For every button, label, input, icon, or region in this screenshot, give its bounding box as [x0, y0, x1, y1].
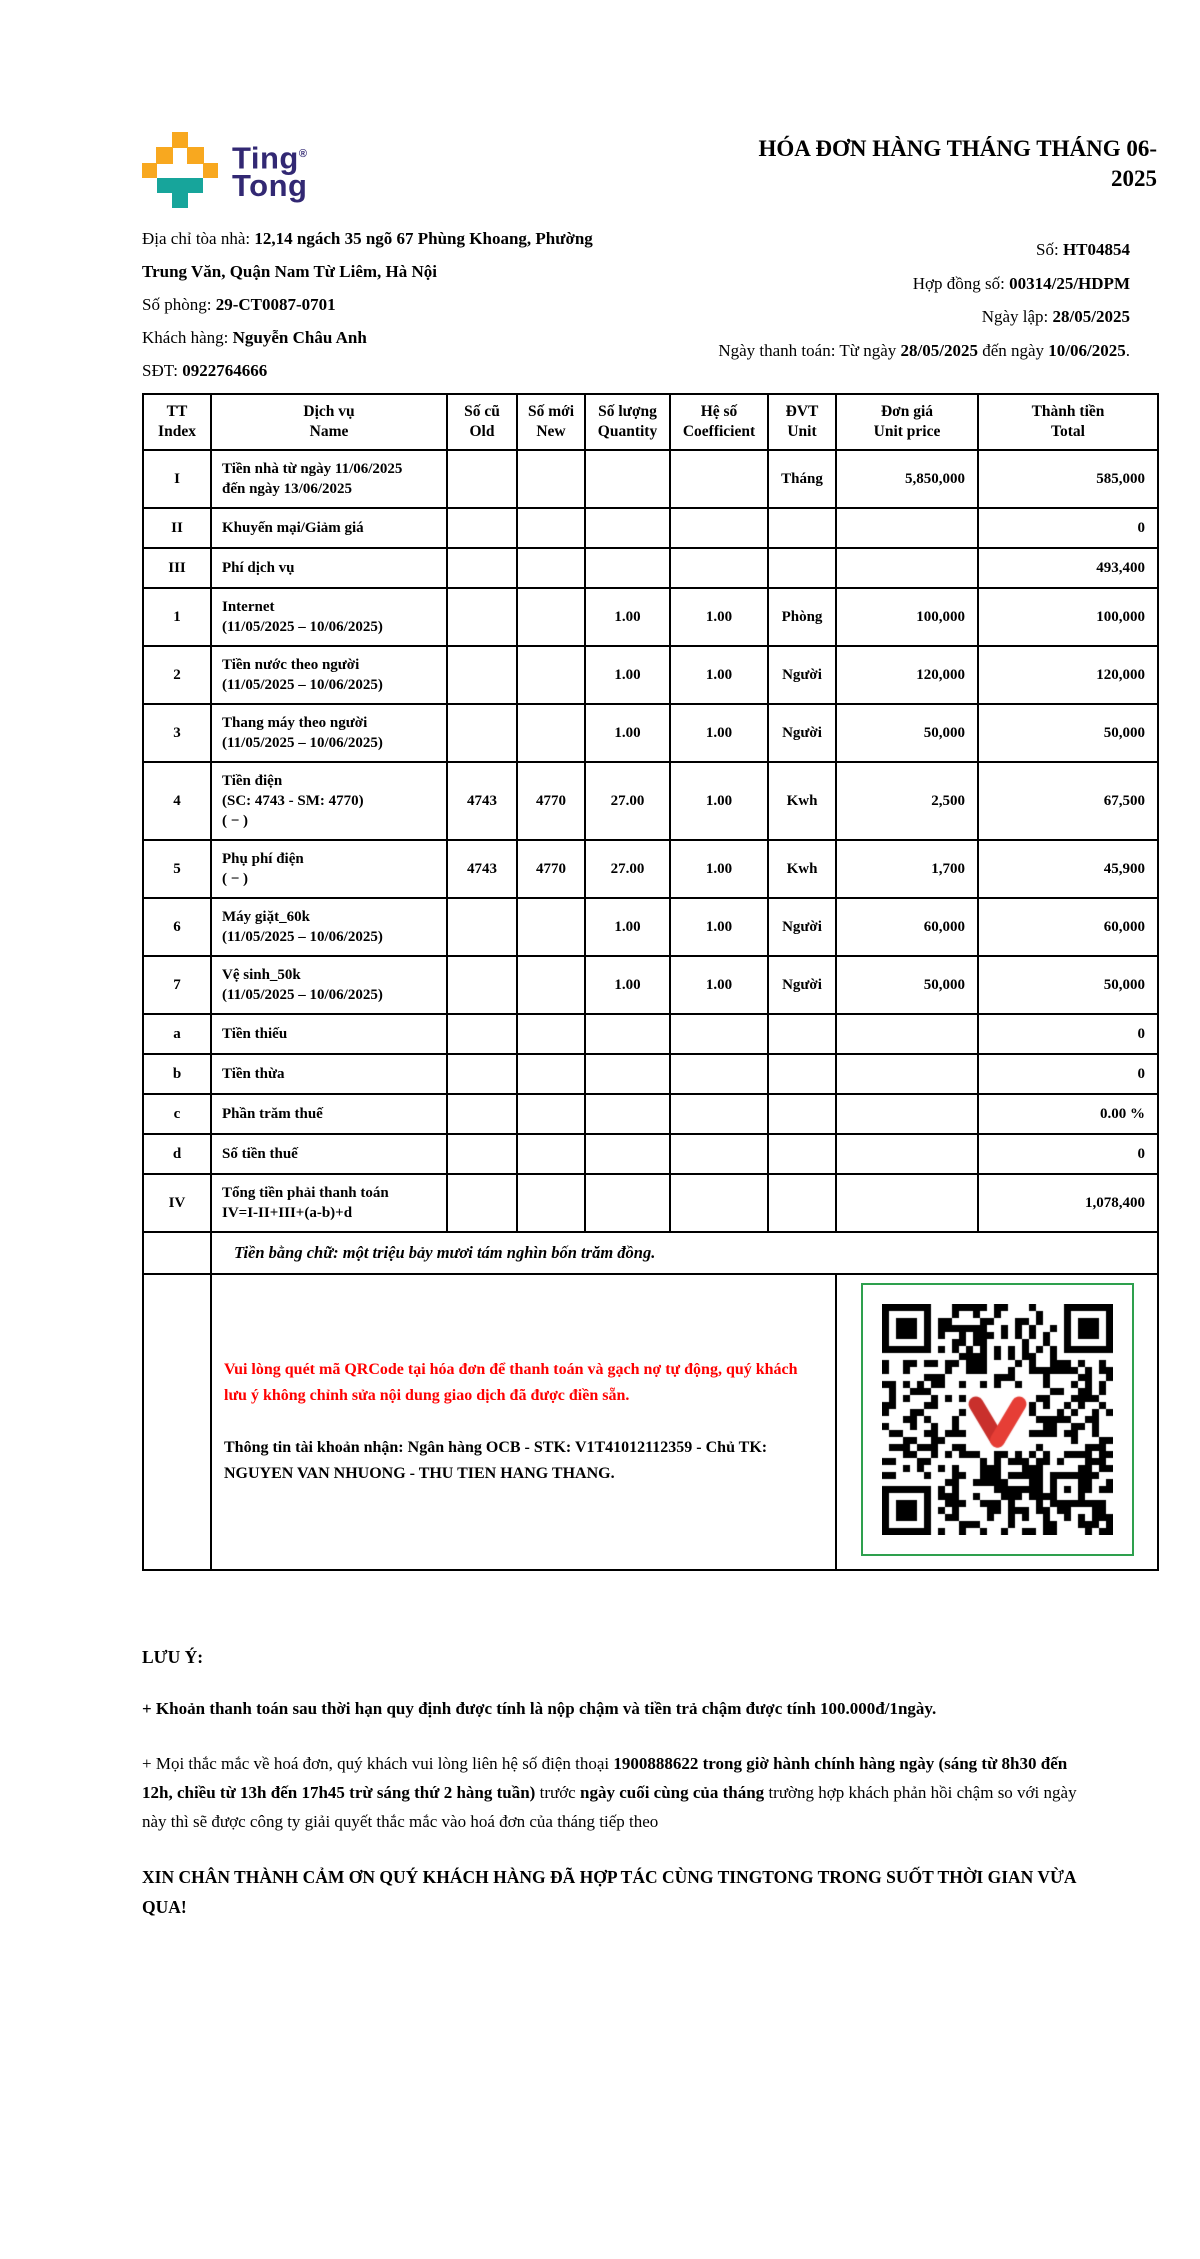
service-name-line: (SC: 4743 - SM: 4770)	[222, 793, 364, 809]
old-cell	[447, 508, 517, 548]
meta-left-block	[142, 222, 639, 387]
old-cell	[447, 1014, 517, 1054]
unit-cell: Người	[768, 646, 836, 704]
index-cell: b	[143, 1054, 211, 1094]
coef-cell	[670, 508, 768, 548]
invoice-no-label: Số:	[1036, 240, 1063, 259]
coef-cell	[670, 1094, 768, 1134]
service-name-line: Số tiền thuế	[222, 1146, 298, 1162]
col-header-quantity: Số lượng Quantity	[585, 394, 670, 450]
unit-cell	[768, 508, 836, 548]
index-cell: 6	[143, 898, 211, 956]
unit-cell	[768, 548, 836, 588]
old-cell	[447, 704, 517, 762]
qty-cell: 1.00	[585, 646, 670, 704]
col-header-unit: ĐVT Unit	[768, 394, 836, 450]
coef-cell: 1.00	[670, 898, 768, 956]
total-cell: 50,000	[978, 956, 1158, 1014]
footer-notes	[142, 1647, 1094, 1922]
old-cell	[447, 1174, 517, 1232]
price-cell: 120,000	[836, 646, 978, 704]
total-cell: 45,900	[978, 840, 1158, 898]
service-name-line: Máy giặt_60k	[222, 909, 310, 925]
amount-in-words-label: Tiền bằng chữ:	[234, 1243, 343, 1262]
coef-cell: 1.00	[670, 840, 768, 898]
service-name-line: ( − )	[222, 871, 249, 887]
account-prefix: Thông tin tài khoản nhận: Ngân hàng OCB - STK:	[224, 1439, 575, 1456]
table-row	[143, 840, 1158, 898]
unit-cell: Kwh	[768, 762, 836, 840]
hotline-note-part1: + Mọi thắc mắc về hoá đơn, quý khách vui lòng liên hệ số điện thoại	[142, 1754, 614, 1773]
service-name-line: Phụ phí điện	[222, 851, 304, 867]
service-name-cell	[211, 840, 447, 898]
payment-label: Ngày thanh toán: Từ ngày	[718, 340, 901, 360]
total-cell: 585,000	[978, 450, 1158, 508]
table-row	[143, 1094, 1158, 1134]
registered-mark: ®	[298, 148, 308, 160]
index-cell: 2	[143, 646, 211, 704]
table-row	[143, 762, 1158, 840]
qr-code-cell	[836, 1274, 1158, 1570]
qr-code	[882, 1304, 1113, 1535]
price-cell	[836, 1174, 978, 1232]
unit-cell	[768, 1054, 836, 1094]
service-name-line: Tổng tiền phải thanh toán	[222, 1185, 389, 1201]
table-row	[143, 548, 1158, 588]
index-cell: d	[143, 1134, 211, 1174]
unit-cell: Tháng	[768, 450, 836, 508]
unit-cell	[768, 1014, 836, 1054]
old-cell: 4743	[447, 840, 517, 898]
index-cell: III	[143, 548, 211, 588]
account-number: V1T41012112359	[574, 1439, 693, 1456]
amount-in-words-value: một triệu bảy mươi tám nghìn bốn trăm đồng.	[342, 1243, 656, 1262]
col-header-coefficient: Hệ số Coefficient	[670, 394, 768, 450]
thank-you-message: XIN CHÂN THÀNH CẢM ƠN QUÝ KHÁCH HÀNG ĐÃ HỢP TÁC CÙNG TINGTONG TRONG SUỐT THỜI GIAN VỪA QUA!	[142, 1867, 1076, 1917]
unit-cell: Người	[768, 898, 836, 956]
tingtong-logo-text	[232, 140, 308, 204]
amount-words-index-cell	[143, 1232, 211, 1274]
service-name-line: Tiền nước theo người	[222, 657, 360, 673]
service-name-line: Internet	[222, 599, 275, 615]
price-cell: 50,000	[836, 704, 978, 762]
price-cell: 2,500	[836, 762, 978, 840]
new-cell	[517, 1174, 585, 1232]
total-cell: 493,400	[978, 548, 1158, 588]
service-name-line: Tiền thừa	[222, 1066, 285, 1082]
old-cell	[447, 898, 517, 956]
service-name-cell	[211, 956, 447, 1014]
issue-date-label: Ngày lập:	[981, 307, 1053, 326]
amount-in-words-cell	[211, 1232, 1158, 1274]
total-cell: 0	[978, 508, 1158, 548]
qty-cell	[585, 1014, 670, 1054]
qty-cell	[585, 1054, 670, 1094]
new-cell	[517, 508, 585, 548]
index-cell: II	[143, 508, 211, 548]
old-cell	[447, 1054, 517, 1094]
qr-row-index-cell	[143, 1274, 211, 1570]
unit-cell: Người	[768, 704, 836, 762]
coef-cell	[670, 1174, 768, 1232]
qty-cell	[585, 1094, 670, 1134]
old-cell	[447, 588, 517, 646]
service-name-line: Tiền điện	[222, 773, 283, 789]
unit-cell	[768, 1094, 836, 1134]
service-name-line: Vệ sinh_50k	[222, 967, 301, 983]
service-name-cell	[211, 450, 447, 508]
col-header-old: Số cũ Old	[447, 394, 517, 450]
tingtong-logo	[142, 132, 307, 208]
table-row	[143, 704, 1158, 762]
qr-payment-notice: Vui lòng quét mã QRCode tại hóa đơn để thanh toán và gạch nợ tự động, quý khách lưu ý không chỉnh sửa nội dung giao dịch đã được điền sẵn.	[224, 1361, 798, 1404]
contract-label: Hợp đồng số:	[912, 273, 1010, 293]
issue-date-value: 28/05/2025	[1052, 307, 1130, 326]
coef-cell	[670, 1054, 768, 1094]
coef-cell	[670, 1014, 768, 1054]
total-cell: 0.00 %	[978, 1094, 1158, 1134]
qr-code-frame	[861, 1283, 1134, 1556]
invoice-title: HÓA ĐƠN HÀNG THÁNG THÁNG 06-2025	[758, 136, 1157, 191]
qty-cell	[585, 1174, 670, 1232]
service-name-line: (11/05/2025 – 10/06/2025)	[222, 619, 383, 635]
service-name-cell	[211, 646, 447, 704]
service-name-line: Khuyến mại/Giảm giá	[222, 520, 364, 536]
room-label: Số phòng:	[142, 295, 216, 314]
service-name-line: (11/05/2025 – 10/06/2025)	[222, 929, 383, 945]
payment-to-date: 10/06/2025	[1048, 340, 1126, 360]
logo-word-1: Ting	[232, 140, 299, 176]
price-cell	[836, 1054, 978, 1094]
total-cell: 0	[978, 1054, 1158, 1094]
new-cell	[517, 548, 585, 588]
service-name-cell	[211, 588, 447, 646]
service-name-line: ( − )	[222, 813, 249, 829]
total-cell: 0	[978, 1014, 1158, 1054]
payment-from-date: 28/05/2025	[900, 340, 978, 360]
service-name-cell	[211, 762, 447, 840]
phone-label: SĐT:	[142, 361, 183, 380]
col-header-index: TT Index	[143, 394, 211, 450]
customer-label: Khách hàng:	[142, 328, 233, 347]
qty-cell: 1.00	[585, 898, 670, 956]
coef-cell: 1.00	[670, 588, 768, 646]
price-cell: 60,000	[836, 898, 978, 956]
service-name-cell	[211, 1054, 447, 1094]
table-row	[143, 1174, 1158, 1232]
table-row	[143, 508, 1158, 548]
index-cell: IV	[143, 1174, 211, 1232]
price-cell	[836, 1094, 978, 1134]
col-header-name: Dịch vụ Name	[211, 394, 447, 450]
col-header-total: Thành tiền Total	[978, 394, 1158, 450]
old-cell	[447, 1094, 517, 1134]
service-name-line: (11/05/2025 – 10/06/2025)	[222, 735, 383, 751]
phone-value: 0922764666	[182, 361, 268, 380]
table-row	[143, 898, 1158, 956]
price-cell: 100,000	[836, 588, 978, 646]
total-cell: 67,500	[978, 762, 1158, 840]
service-name-cell	[211, 704, 447, 762]
new-cell	[517, 1014, 585, 1054]
coef-cell: 1.00	[670, 956, 768, 1014]
new-cell: 4770	[517, 762, 585, 840]
price-cell	[836, 548, 978, 588]
service-name-line: Tiền nhà từ ngày 11/06/2025	[222, 461, 403, 477]
qty-cell	[585, 450, 670, 508]
qty-cell	[585, 548, 670, 588]
index-cell: a	[143, 1014, 211, 1054]
tingtong-logo-icon	[142, 132, 218, 208]
qr-instructions-cell	[211, 1274, 836, 1570]
unit-cell	[768, 1174, 836, 1232]
new-cell	[517, 646, 585, 704]
note-title: LƯU Ý:	[142, 1647, 204, 1667]
customer-value: Nguyễn Châu Anh	[232, 328, 367, 347]
invoice-no-value: HT04854	[1062, 240, 1130, 259]
col-header-unit-price: Đơn giá Unit price	[836, 394, 978, 450]
service-name-line: IV=I-II+III+(a-b)+d	[222, 1205, 353, 1221]
unit-cell: Kwh	[768, 840, 836, 898]
account-end: .	[610, 1465, 615, 1482]
total-cell: 100,000	[978, 588, 1158, 646]
table-row	[143, 646, 1158, 704]
new-cell	[517, 704, 585, 762]
meta-right-block	[718, 222, 1157, 387]
qty-cell: 1.00	[585, 588, 670, 646]
contract-value: 00314/25/HDPM	[1009, 273, 1130, 293]
total-cell: 60,000	[978, 898, 1158, 956]
service-name-line: đến ngày 13/06/2025	[222, 481, 353, 497]
old-cell	[447, 1134, 517, 1174]
old-cell	[447, 956, 517, 1014]
index-cell: 5	[143, 840, 211, 898]
qty-cell	[585, 508, 670, 548]
account-mid: - Chủ TK:	[692, 1439, 768, 1456]
invoice-meta	[142, 222, 1157, 387]
total-cell: 50,000	[978, 704, 1158, 762]
qty-cell: 27.00	[585, 762, 670, 840]
invoice-table-body	[143, 450, 1158, 1232]
price-cell	[836, 1134, 978, 1174]
invoice-table-head	[143, 394, 1158, 450]
qr-row	[143, 1274, 1158, 1570]
logo-word-2: Tong	[232, 168, 308, 204]
service-name-line: (11/05/2025 – 10/06/2025)	[222, 677, 383, 693]
price-cell: 5,850,000	[836, 450, 978, 508]
qty-cell: 27.00	[585, 840, 670, 898]
price-cell: 50,000	[836, 956, 978, 1014]
table-row	[143, 1054, 1158, 1094]
new-cell	[517, 1134, 585, 1174]
hotline-note-part2: trước	[535, 1783, 580, 1802]
service-name-line: Thang máy theo người	[222, 715, 368, 731]
old-cell	[447, 548, 517, 588]
service-name-cell	[211, 548, 447, 588]
service-name-line: Tiền thiếu	[222, 1026, 288, 1042]
room-value: 29-CT0087-0701	[215, 295, 336, 314]
price-cell	[836, 1014, 978, 1054]
old-cell	[447, 450, 517, 508]
service-name-line: (11/05/2025 – 10/06/2025)	[222, 987, 383, 1003]
coef-cell: 1.00	[670, 704, 768, 762]
service-name-cell	[211, 898, 447, 956]
account-holder: NGUYEN VAN NHUONG - THU TIEN HANG THANG	[224, 1465, 611, 1482]
amount-in-words-row	[143, 1232, 1158, 1274]
index-cell: I	[143, 450, 211, 508]
coef-cell	[670, 1134, 768, 1174]
service-name-cell	[211, 508, 447, 548]
service-name-line: Phần trăm thuế	[222, 1106, 323, 1122]
table-row	[143, 956, 1158, 1014]
old-cell	[447, 646, 517, 704]
index-cell: 4	[143, 762, 211, 840]
new-cell	[517, 1094, 585, 1134]
index-cell: 1	[143, 588, 211, 646]
qty-cell: 1.00	[585, 704, 670, 762]
old-cell: 4743	[447, 762, 517, 840]
new-cell	[517, 1054, 585, 1094]
new-cell	[517, 898, 585, 956]
service-name-cell	[211, 1134, 447, 1174]
table-row	[143, 1014, 1158, 1054]
total-cell: 1,078,400	[978, 1174, 1158, 1232]
invoice-table	[142, 393, 1159, 1571]
address-value: 12,14 ngách 35 ngõ 67 Phùng Khoang, Phường Trung Văn, Quận Nam Từ Liêm, Hà Nội	[142, 229, 593, 281]
unit-cell: Phòng	[768, 588, 836, 646]
table-row	[143, 1134, 1158, 1174]
service-name-cell	[211, 1174, 447, 1232]
new-cell	[517, 450, 585, 508]
header-row	[143, 394, 1158, 450]
hotline-note	[142, 1749, 1094, 1836]
new-cell	[517, 588, 585, 646]
service-name-line: Phí dịch vụ	[222, 560, 295, 576]
table-row	[143, 450, 1158, 508]
header	[142, 132, 1157, 208]
table-row	[143, 588, 1158, 646]
coef-cell	[670, 450, 768, 508]
payment-mid: đến ngày	[977, 340, 1049, 360]
unit-cell: Người	[768, 956, 836, 1014]
hotline-note-bold2: ngày cuối cùng của tháng	[579, 1783, 765, 1802]
service-name-cell	[211, 1094, 447, 1134]
unit-cell	[768, 1134, 836, 1174]
index-cell: 7	[143, 956, 211, 1014]
qty-cell	[585, 1134, 670, 1174]
qty-cell: 1.00	[585, 956, 670, 1014]
invoice-table-extra	[143, 1232, 1158, 1570]
price-cell	[836, 508, 978, 548]
bank-account-info	[224, 1435, 821, 1487]
total-cell: 120,000	[978, 646, 1158, 704]
address-label: Địa chỉ tòa nhà:	[142, 229, 255, 248]
hotline-note-bold1: 1900888622 trong giờ hành chính hàng ngày (sáng từ 8h30 đến 12h, chiều từ 13h đến 17h45 trừ sáng thứ 2 hàng tuần)	[142, 1754, 1068, 1802]
index-cell: c	[143, 1094, 211, 1134]
coef-cell	[670, 548, 768, 588]
coef-cell: 1.00	[670, 646, 768, 704]
late-payment-note: + Khoản thanh toán sau thời hạn quy định được tính là nộp chậm và tiền trả chậm được tính 100.000đ/1ngày.	[142, 1699, 937, 1718]
new-cell	[517, 956, 585, 1014]
col-header-new: Số mới New	[517, 394, 585, 450]
payment-end: .	[1125, 340, 1130, 360]
total-cell: 0	[978, 1134, 1158, 1174]
service-name-cell	[211, 1014, 447, 1054]
price-cell: 1,700	[836, 840, 978, 898]
hotline-note-part3: trường hợp khách phản hồi chậm so với ngày này thì sẽ được công ty giải quyết thắc mắc vào hoá đơn của tháng tiếp theo	[142, 1783, 1077, 1831]
new-cell: 4770	[517, 840, 585, 898]
coef-cell: 1.00	[670, 762, 768, 840]
index-cell: 3	[143, 704, 211, 762]
